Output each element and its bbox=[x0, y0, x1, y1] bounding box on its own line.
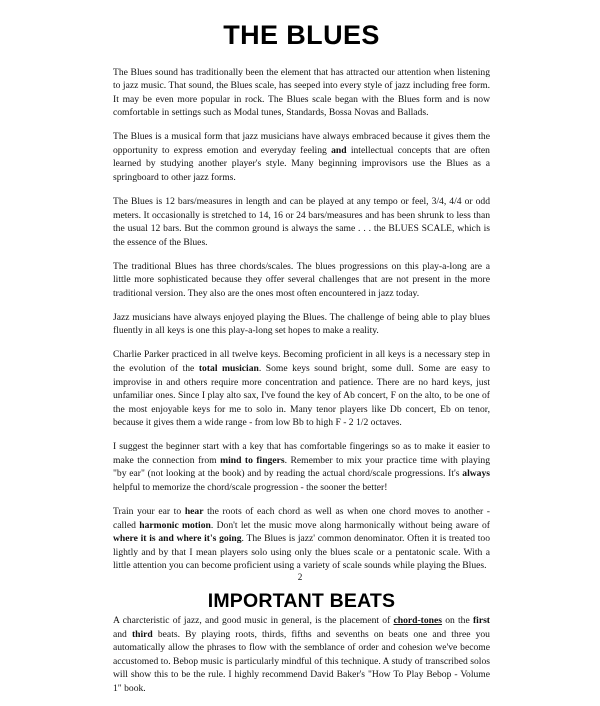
text-run: The Blues is 12 bars/measures in length and can be played at any tempo or feel, 3/4, 4/4 or odd meters. It occasionally is stretched to 14, 16 or 24 bars/measures and has been shrunk to less than the usual 12 bars. But the common ground is always the same . . . the BLUES SCALE, which is the essence of the Blues. bbox=[113, 196, 490, 248]
paragraph bbox=[113, 440, 490, 494]
emphasis-bold: and bbox=[331, 144, 347, 156]
emphasis-bold: first bbox=[472, 615, 490, 627]
text-run: A charcteristic of jazz, and good music in general, is the placement of bbox=[113, 615, 394, 627]
paragraph bbox=[113, 260, 490, 301]
text-run: . Some keys sound bright, some dull. Some are easy to improvise in and others require more concentration and patience. There are no hard keys, just unfamiliar ones. Since I play alto sax, I've found the key of Ab concert, F on the alto, to be one of the most enjoyable keys for me to solo in. Many tenor players like Db concert, Eb on tenor, because it gives them a wide range - from low Bb to high F - 2 1/2 octaves. bbox=[113, 363, 490, 429]
document-body bbox=[113, 0, 490, 706]
emphasis-bold: total musician bbox=[198, 363, 259, 375]
paragraph bbox=[113, 505, 490, 573]
paragraph bbox=[113, 130, 490, 184]
emphasis-bold: hear bbox=[184, 505, 204, 517]
paragraph bbox=[113, 195, 490, 249]
emphasis-bold: harmonic motion bbox=[139, 519, 211, 531]
text-run: the roots of each chord as well as when one chord moves to another - called bbox=[113, 505, 490, 531]
emphasis-bold: mind to fingers bbox=[220, 454, 285, 466]
text-run: The Blues is a musical form that jazz musicians have always embraced because it gives them the opportunity to express emotion and everyday feeling bbox=[113, 131, 490, 156]
paragraph bbox=[113, 311, 490, 338]
text-run: on the bbox=[441, 615, 473, 627]
text-run: The traditional Blues has three chords/scales. The blues progressions on this play-a-long are a little more sophisticated because they offer several challenges that are not present in the more traditional version. They also are the ones most often encountered in jazz today. bbox=[113, 260, 490, 299]
page-title: THE BLUES bbox=[223, 20, 380, 50]
text-run: . The Blues is jazz' common denominator. Often it is treated too lightly and by that I mean players solo using only the blues scale or a pentatonic scale. With a little attention you can become proficient using a variety of scale sounds while playing the Blues. bbox=[113, 533, 490, 572]
text-run: The Blues sound has traditionally been the element that has attracted our attention when listening to jazz music. That sound, the Blues scale, has seeped into every style of jazz including free form. It may be even more popular in rock. The Blues scale began with the Blues form and is now comfortable in settings such as Modal tunes, Standards, Bossa Novas and Ballads. bbox=[113, 66, 490, 119]
text-run: Jazz musicians have always enjoyed playing the Blues. The challenge of being able to play blues fluently in all keys is one this play-a-long set hopes to make a reality. bbox=[113, 311, 490, 337]
emphasis-bold-underline: chord-tones bbox=[393, 615, 442, 627]
text-run: and bbox=[113, 628, 132, 640]
paragraph bbox=[113, 66, 490, 120]
text-run: I suggest the beginner start with a key that has comfortable fingerings so as to make it easier to make the connection from bbox=[113, 441, 490, 466]
text-run: helpful to memorize the chord/scale progression - the sooner the better! bbox=[113, 481, 388, 493]
text-run: Train your ear to bbox=[113, 505, 185, 517]
emphasis-bold: third bbox=[131, 628, 153, 640]
text-run: . Don't let the music move along harmonically without being aware of bbox=[210, 519, 491, 531]
text-run: intellectual concepts that are often learned by studying another player's style. Many beginning improvisors use the Blues as a springboard to other jazz forms. bbox=[113, 144, 490, 184]
section-the-blues bbox=[113, 66, 490, 573]
emphasis-bold: always bbox=[462, 468, 490, 480]
emphasis-bold: where it is and where it's going bbox=[113, 533, 242, 545]
paragraph bbox=[113, 614, 490, 695]
page-number: 2 bbox=[297, 572, 303, 582]
text-run: beats. By playing roots, thirds, fifths and sevenths on beats one and three you automatically allow the phrases to flow with the semblance of order and cohesion we've become accustomed to. Bebop music is particularly mindful of this technique. A study of transcribed solos will show this to be the rule. I highly recommend David Baker's "How To Play Bebop - Volume 1" book. bbox=[113, 628, 490, 694]
text-run: Charlie Parker practiced in all twelve keys. Becoming proficient in all keys is a necessary step in the evolution of the bbox=[113, 349, 490, 375]
section-heading-important-beats: IMPORTANT BEATS bbox=[207, 589, 396, 612]
text-run: . Remember to mix your practice time with playing "by ear" (not looking at the book) and by reading the actual chord/scale progressions. It's bbox=[113, 454, 490, 480]
paragraph bbox=[113, 348, 490, 429]
section-important-beats bbox=[113, 614, 490, 695]
